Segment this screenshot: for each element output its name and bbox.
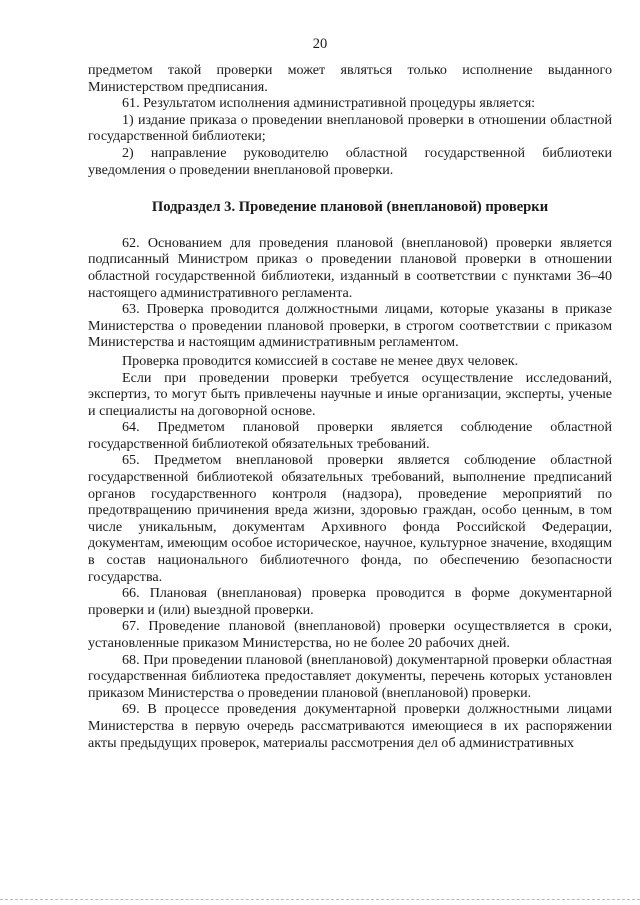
paragraph-61: 61. Результатом исполнения административной процедуры является: [122, 95, 536, 112]
paragraph-69: 69. В процессе проведения документарной проверки должностными лицами Министерства в первую очередь рассматриваются имеющиеся в их распоряжении акты предыдущих проверок, материалы рассмотрения дел об административных [88, 701, 612, 751]
paragraph-66: 66. Плановая (внеплановая) проверка проводится в форме документарной проверки и (или) выездной проверки. [88, 585, 612, 618]
document-body [88, 62, 612, 751]
paragraph-63-experts: Если при проведении проверки требуется осуществление исследований, экспертиз, то могут быть привлечены научные и иные организации, эксперты, ученые и специалисты на договорной основе. [88, 369, 612, 419]
paragraph-67: 67. Проведение плановой (внеплановой) проверки осуществляется в сроки, установленные приказом Министерства, но не более 20 рабочих дней. [88, 618, 612, 651]
paragraph-63-commission: Проверка проводится комиссией в составе не менее двух человек. [122, 352, 519, 369]
paragraph-61-item-2: 2) направление руководителю областной государственной библиотеки уведомления о проведении внеплановой проверки. [88, 144, 612, 178]
section-heading: Подраздел 3. Проведение плановой (внеплановой) проверки [151, 199, 549, 216]
scan-edge-line [0, 899, 640, 900]
paragraph-continuation: предметом такой проверки может являться только исполнение выданного Министерством предписания. [88, 62, 612, 95]
page-number: 20 [312, 36, 328, 52]
paragraph-61-item-1: 1) издание приказа о проведении внеплановой проверки в отношении областной государственной библиотеки; [88, 111, 612, 145]
paragraph-62: 62. Основанием для проведения плановой (внеплановой) проверки является подписанный Министром приказ о проведении плановой проверки в отношении областной государственной библиотеки, изданный в соответствии с пунктами 36–40 настоящего административного регламента. [88, 234, 612, 301]
paragraph-63: 63. Проверка проводится должностными лицами, которые указаны в приказе Министерства о проведении плановой проверки, в строгом соответствии с приказом Министерства и настоящим административным регламентом. [88, 301, 612, 351]
paragraph-64: 64. Предметом плановой проверки является соблюдение областной государственной библиотекой обязательных требований. [88, 419, 612, 452]
paragraph-68: 68. При проведении плановой (внеплановой) документарной проверки областная государственная библиотека предоставляет документы, перечень которых установлен приказом Министерства о проведении плановой (внеплановой) проверки. [88, 651, 612, 701]
paragraph-65: 65. Предметом внеплановой проверки является соблюдение областной государственной библиотекой обязательных требований, выполнение предписаний органов государственного контроля (надзора), проведение мероприятий по предотвращению причинения вреда жизни, здоровью граждан, особо ценным, в том числе уникальным, документам Архивного фонда Российской Федерации, документам, имеющим особое историческое, научное, культурное значение, входящим в состав национального библиотечного фонда, по обеспечению безопасности государства. [88, 452, 612, 585]
